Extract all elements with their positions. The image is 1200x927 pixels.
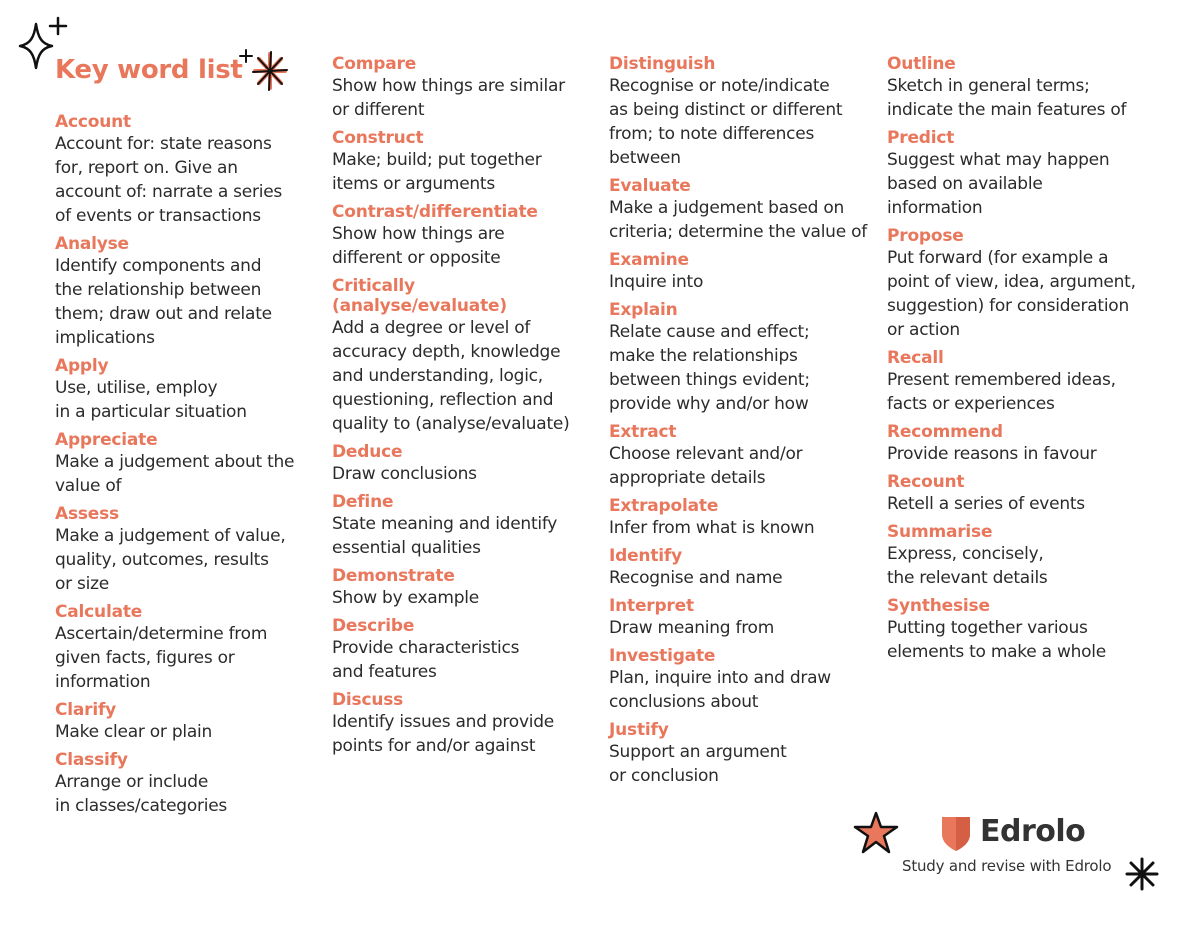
keyword-definition: Suggest what may happen based on available information: [887, 150, 1110, 218]
keyword-entry: [609, 250, 877, 294]
page-title: Key word list: [55, 55, 243, 85]
keyword-definition: Show how things are similar or different: [332, 76, 565, 120]
keyword-definition: Plan, inquire into and draw conclusions about: [609, 668, 831, 712]
keyword-entry: [609, 422, 877, 490]
keyword-definition: Identify components and the relationship between them; draw out and relate implications: [55, 256, 272, 348]
keyword-definition: Provide reasons in favour: [887, 444, 1097, 464]
keyword-term: Summarise: [887, 522, 993, 542]
keyword-entry: [55, 700, 317, 744]
asterisk-doodle-icon: [238, 46, 294, 92]
keyword-term: Extract: [609, 422, 677, 442]
keyword-definition: Support an argument or conclusion: [609, 742, 787, 786]
keyword-term: Apply: [55, 356, 109, 376]
keyword-entry: [55, 750, 317, 818]
keyword-term: Appreciate: [55, 430, 158, 450]
keyword-term: Explain: [609, 300, 678, 320]
keyword-entry: [887, 226, 1157, 342]
keyword-entry: [55, 504, 317, 596]
keyword-entry: [609, 54, 877, 170]
keyword-entry: [55, 602, 317, 694]
keyword-definition: Recognise or note/indicate as being distinct or different from; to note differences between: [609, 76, 843, 168]
keyword-term: Examine: [609, 250, 689, 270]
keyword-definition: Present remembered ideas, facts or experiences: [887, 370, 1116, 414]
keyword-definition: Make a judgement of value, quality, outcomes, results or size: [55, 526, 286, 594]
keyword-term: Investigate: [609, 646, 716, 666]
keyword-definition: Use, utilise, employ in a particular situation: [55, 378, 247, 422]
keyword-definition: Make clear or plain: [55, 722, 212, 742]
keyword-entry: [887, 128, 1157, 220]
keyword-entry: [332, 54, 594, 122]
keyword-term: Construct: [332, 128, 424, 148]
keyword-entry: [332, 492, 594, 560]
keyword-definition: Add a degree or level of accuracy depth, knowledge and understanding, logic, questioning, reflection and quality to (analyse/evaluate): [332, 318, 570, 434]
keyword-term: Critically (analyse/evaluate): [332, 276, 507, 316]
keyword-entry: [609, 596, 877, 640]
keyword-entry: [887, 348, 1157, 416]
keyword-term: Contrast/differentiate: [332, 202, 538, 222]
keyword-term: Demonstrate: [332, 566, 455, 586]
keyword-term: Define: [332, 492, 394, 512]
keyword-term: Assess: [55, 504, 119, 524]
keyword-term: Identify: [609, 546, 682, 566]
keyword-term: Discuss: [332, 690, 404, 710]
keyword-column-2: [332, 54, 594, 764]
keyword-column-3: [609, 54, 877, 794]
keyword-term: Outline: [887, 54, 956, 74]
keyword-entry: [332, 276, 594, 436]
keyword-entry: [609, 646, 877, 714]
star-doodle-icon: [852, 810, 900, 856]
keyword-term: Recall: [887, 348, 944, 368]
keyword-term: Clarify: [55, 700, 117, 720]
keyword-definition: Make a judgement about the value of: [55, 452, 295, 496]
keyword-definition: Relate cause and effect; make the relationships between things evident; provide why and/or how: [609, 322, 810, 414]
keyword-definition: Infer from what is known: [609, 518, 815, 538]
keyword-definition: Show by example: [332, 588, 479, 608]
keyword-entry: [55, 356, 317, 424]
keyword-term: Evaluate: [609, 176, 691, 196]
keyword-definition: Arrange or include in classes/categories: [55, 772, 228, 816]
keyword-definition: Express, concisely, the relevant details: [887, 544, 1048, 588]
keyword-definition: Identify issues and provide points for and/or against: [332, 712, 554, 756]
keyword-entry: [887, 54, 1157, 122]
keyword-term: Compare: [332, 54, 417, 74]
keyword-entry: [887, 422, 1157, 466]
keyword-term: Classify: [55, 750, 128, 770]
keyword-definition: Retell a series of events: [887, 494, 1085, 514]
keyword-definition: Make a judgement based on criteria; determine the value of: [609, 198, 867, 242]
keyword-term: Account: [55, 112, 131, 132]
keyword-entry: [332, 616, 594, 684]
keyword-term: Recount: [887, 472, 965, 492]
keyword-definition: Put forward (for example a point of view, idea, argument, suggestion) for consideration or action: [887, 248, 1136, 340]
keyword-term: Justify: [609, 720, 669, 740]
keyword-entry: [887, 472, 1157, 516]
keyword-entry: [887, 596, 1157, 664]
keyword-definition: Make; build; put together items or arguments: [332, 150, 542, 194]
keyword-definition: Putting together various elements to make a whole: [887, 618, 1106, 662]
keyword-definition: Inquire into: [609, 272, 704, 292]
shield-logo-icon: [940, 814, 972, 852]
keyword-entry: [609, 300, 877, 416]
keyword-definition: State meaning and identify essential qualities: [332, 514, 558, 558]
asterisk-icon: [1122, 856, 1162, 892]
keyword-definition: Sketch in general terms; indicate the main features of: [887, 76, 1127, 120]
keyword-entry: [332, 128, 594, 196]
keyword-term: Propose: [887, 226, 964, 246]
keyword-definition: Account for: state reasons for, report on. Give an account of: narrate a series of events or transactions: [55, 134, 283, 226]
keyword-definition: Choose relevant and/or appropriate details: [609, 444, 803, 488]
keyword-definition: Ascertain/determine from given facts, figures or information: [55, 624, 268, 692]
keyword-definition: Recognise and name: [609, 568, 783, 588]
keyword-definition: Provide characteristics and features: [332, 638, 520, 682]
keyword-entry: [609, 720, 877, 788]
keyword-entry: [332, 566, 594, 610]
keyword-definition: Draw conclusions: [332, 464, 477, 484]
keyword-definition: Draw meaning from: [609, 618, 775, 638]
keyword-term: Extrapolate: [609, 496, 719, 516]
keyword-entry: [332, 442, 594, 486]
keyword-term: Predict: [887, 128, 955, 148]
keyword-term: Distinguish: [609, 54, 716, 74]
keyword-column-1: [55, 112, 317, 824]
keyword-entry: [609, 496, 877, 540]
keyword-entry: [55, 430, 317, 498]
keyword-entry: [332, 690, 594, 758]
keyword-entry: [332, 202, 594, 270]
keyword-definition: Show how things are different or opposite: [332, 224, 505, 268]
keyword-term: Analyse: [55, 234, 129, 254]
keyword-term: Interpret: [609, 596, 694, 616]
keyword-term: Recommend: [887, 422, 1003, 442]
keyword-entry: [609, 546, 877, 590]
brand-logo-text: Edrolo: [980, 814, 1086, 849]
brand-tagline: Study and revise with Edrolo: [902, 857, 1112, 875]
keyword-column-4: [887, 54, 1157, 670]
keyword-entry: [55, 234, 317, 350]
keyword-term: Describe: [332, 616, 415, 636]
keyword-entry: [887, 522, 1157, 590]
keyword-entry: [609, 176, 877, 244]
keyword-term: Calculate: [55, 602, 143, 622]
keyword-entry: [55, 112, 317, 228]
keyword-term: Deduce: [332, 442, 403, 462]
keyword-term: Synthesise: [887, 596, 990, 616]
